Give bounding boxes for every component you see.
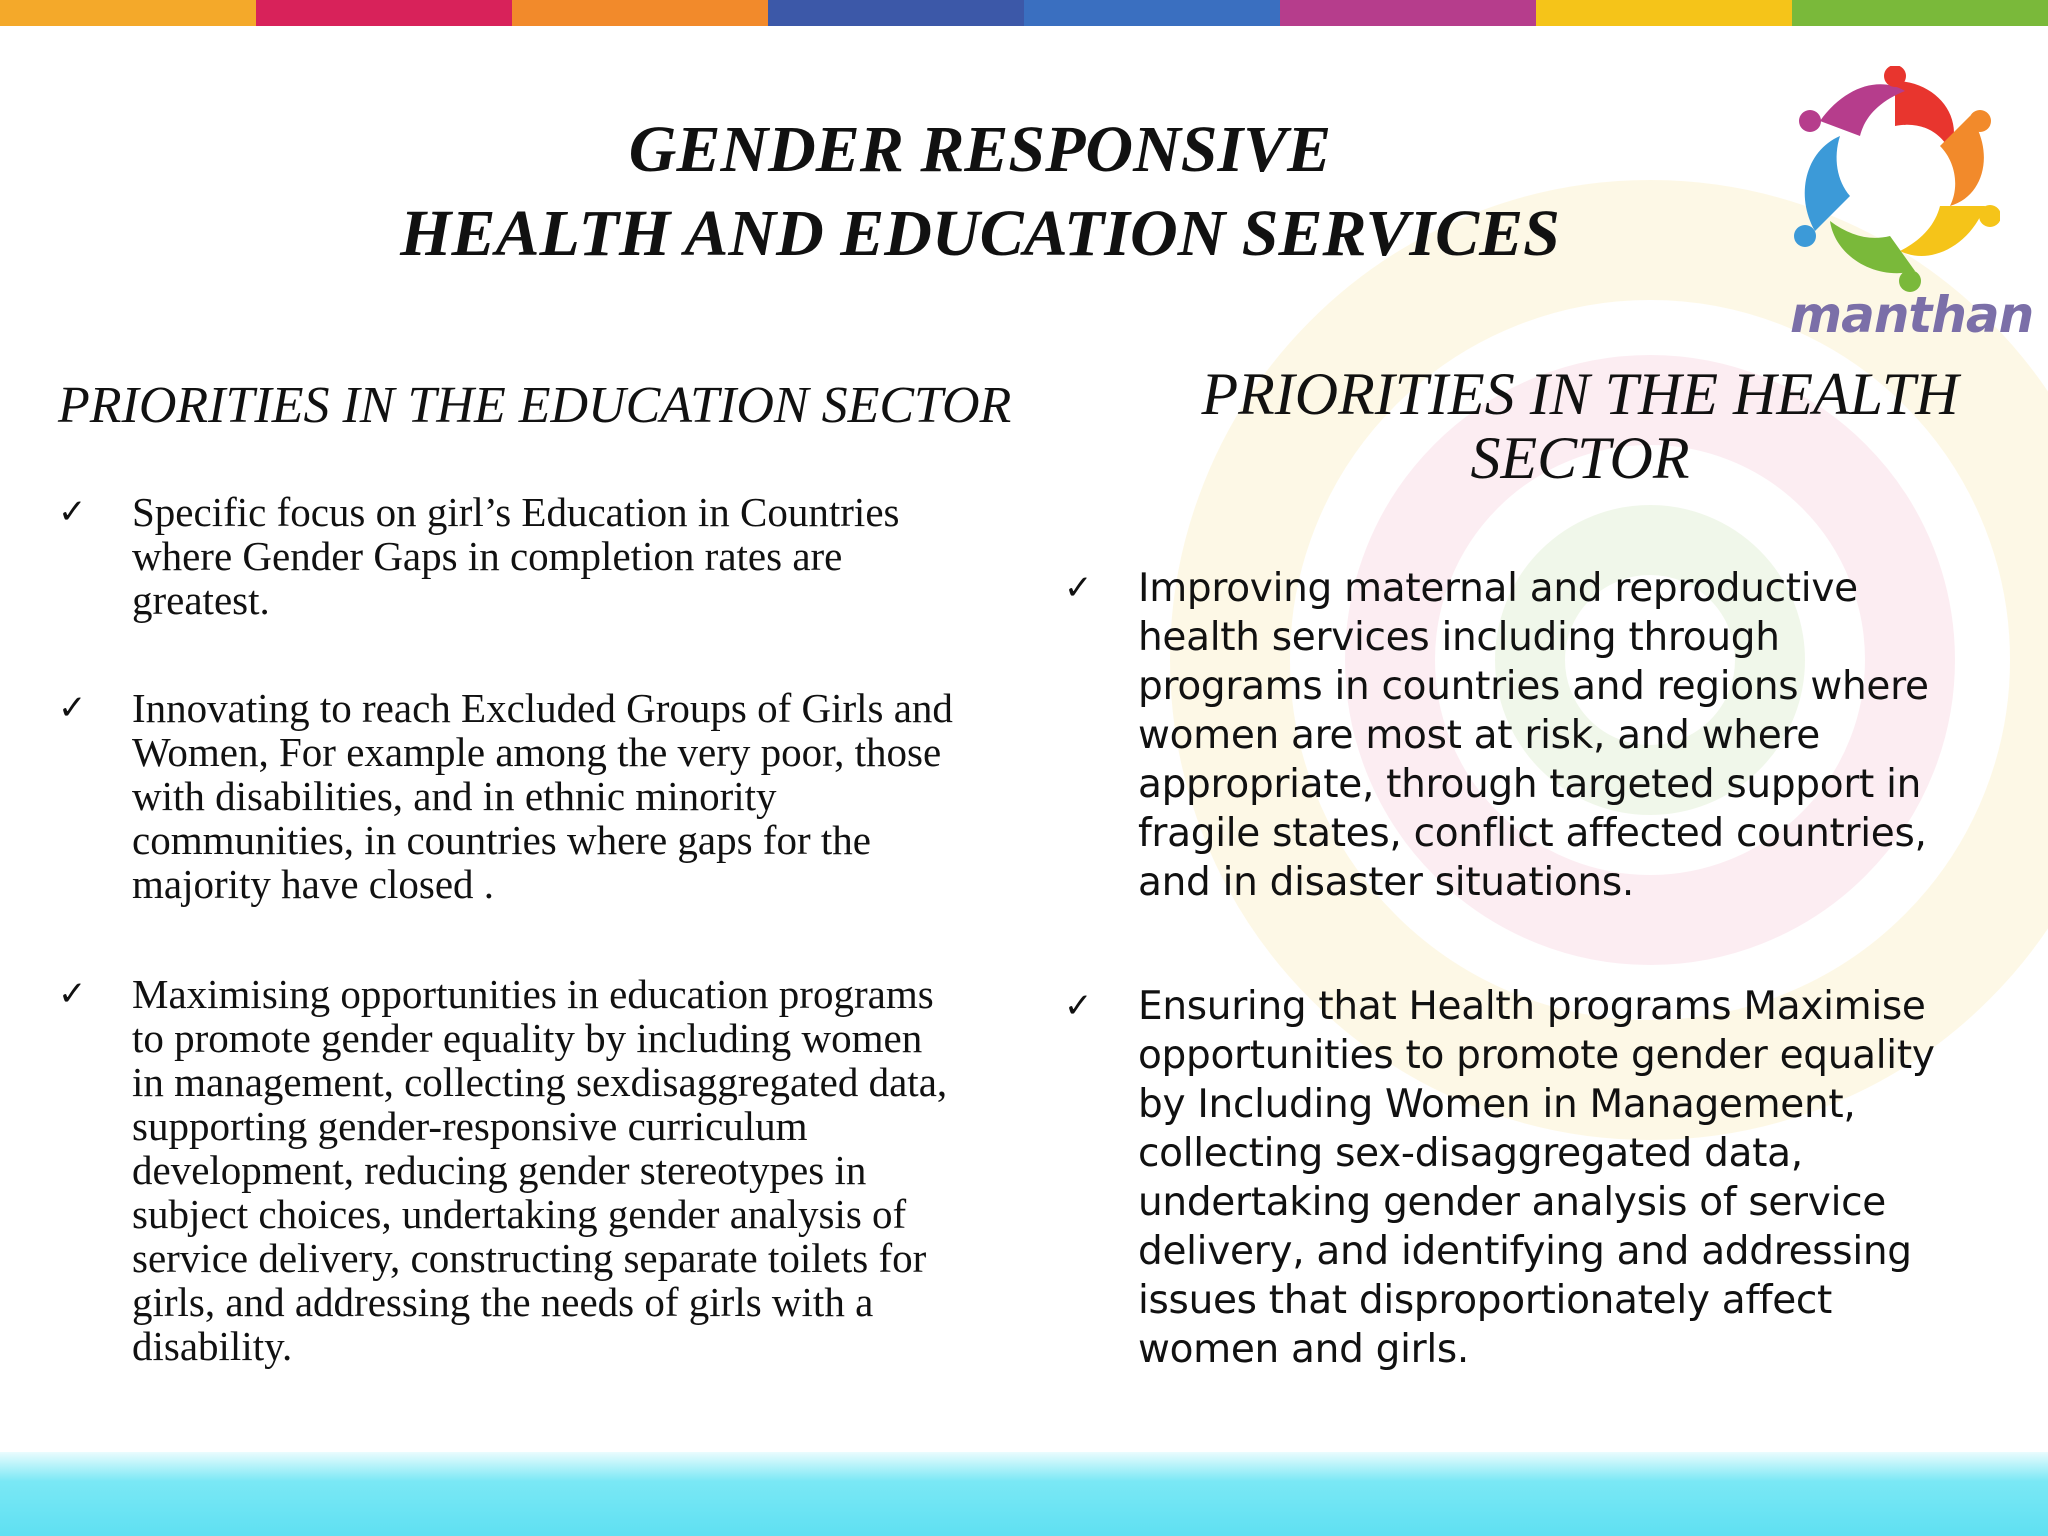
stripe-segment (768, 0, 1024, 26)
manthan-logo-icon (1790, 66, 2000, 296)
stripe-segment (1536, 0, 1792, 26)
education-heading: PRIORITIES IN THE EDUCATION SECTOR (58, 377, 1012, 434)
stripe-segment (1280, 0, 1536, 26)
checkmark-icon: ✓ (58, 492, 87, 532)
title-line-2: HEALTH AND EDUCATION SERVICES (400, 197, 1560, 270)
education-item-text: Specific focus on girl’s Education in Countries where Gender Gaps in completion rates are greatest. (132, 489, 900, 623)
bottom-cyan-band (0, 1452, 2048, 1536)
health-heading (1090, 362, 2048, 490)
title-line-1: GENDER RESPONSIVE (628, 113, 1332, 186)
checkmark-icon: ✓ (1064, 568, 1093, 608)
top-color-stripe (0, 0, 2048, 26)
stripe-segment (512, 0, 768, 26)
stripe-segment (1024, 0, 1280, 26)
health-heading-line-2: SECTOR (1470, 425, 1690, 491)
health-item-text: Ensuring that Health programs Maximise opportunities to promote gender equality by Including Women in Management, collecting sex-disaggregated data, undertaking gender analysis of service delivery, and identifying and addressing issues that disproportionately affect women and girls. (1138, 984, 1935, 1372)
stripe-segment (1792, 0, 2048, 26)
health-heading-line-1: PRIORITIES IN THE HEALTH (1201, 361, 1959, 427)
stripe-segment (0, 0, 256, 26)
checkmark-icon: ✓ (58, 974, 87, 1014)
health-item-text: Improving maternal and reproductive health services including through programs in countries and regions where women are most at risk, and where appropriate, through targeted support in fragile states, conflict affected countries, and in disaster situations. (1138, 566, 1929, 905)
checkmark-icon: ✓ (1064, 986, 1093, 1026)
education-item-text: Maximising opportunities in education programs to promote gender equality by including women in management, collecting sexdisaggregated data, supporting gender-responsive curriculum development, reducing gender stereotypes in subject choices, undertaking gender analysis of service delivery, constructing separate toilets for girls, and addressing the needs of girls with a disability. (132, 971, 948, 1369)
slide-title (160, 108, 1800, 276)
manthan-logo (1790, 66, 2034, 356)
education-item-text: Innovating to reach Excluded Groups of Girls and Women, For example among the very poor, those with disabilities, and in ethnic minority communities, in countries where gaps for the majority have closed . (132, 685, 953, 907)
logo-wordmark: manthan (1790, 286, 2034, 344)
stripe-segment (256, 0, 512, 26)
checkmark-icon: ✓ (58, 688, 87, 728)
